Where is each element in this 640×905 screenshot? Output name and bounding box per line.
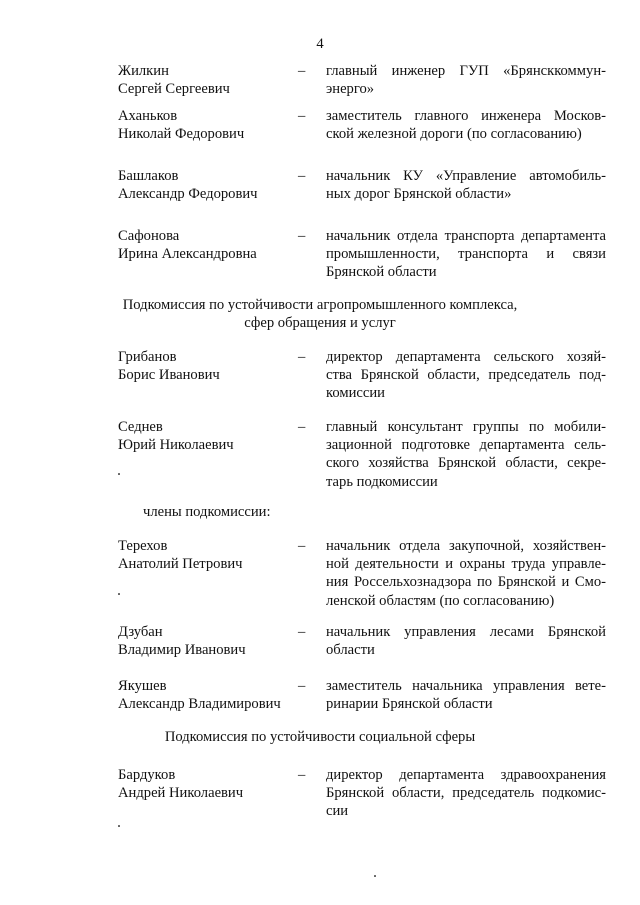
surname: Терехов (118, 538, 168, 554)
member-role (326, 418, 606, 491)
role-line: Брянской области, председатель подкомис- (326, 785, 606, 802)
role-line: главный инженер ГУП «Брянсккоммун- (326, 63, 606, 79)
given-names: Владимир Иванович (118, 642, 246, 659)
role-line: ринарии Брянской области (326, 696, 493, 713)
surname: Грибанов (118, 349, 177, 365)
scan-speck (374, 875, 376, 877)
member-name (118, 677, 293, 713)
role-line: ной деятельности и охраны труда управле- (326, 556, 606, 573)
role-line: области (326, 642, 375, 659)
member-role (326, 537, 606, 610)
role-line: главный консультант группы по мобили- (326, 419, 606, 435)
scan-speck (118, 825, 120, 827)
dash: – (298, 168, 306, 184)
surname: Седнев (118, 419, 163, 435)
member-name (118, 418, 293, 454)
given-names: Борис Иванович (118, 367, 220, 384)
role-line: ства Брянской области, председатель под- (326, 367, 606, 384)
member-name (118, 766, 293, 802)
member-name (118, 227, 293, 263)
member-name (118, 107, 293, 143)
given-names: Анатолий Петрович (118, 556, 243, 573)
surname: Дзубан (118, 624, 163, 640)
role-line: тарь подкомиссии (326, 473, 438, 490)
dash: – (298, 538, 306, 554)
dash: – (298, 228, 306, 244)
surname: Якушев (118, 678, 167, 694)
given-names: Александр Владимирович (118, 696, 281, 713)
scan-speck (118, 593, 120, 595)
subcommission-heading-social (0, 728, 640, 746)
dash: – (298, 63, 306, 79)
role-line: зационной подготовке департамента сель- (326, 437, 606, 454)
dash: – (298, 767, 306, 783)
role-line: комиссии (326, 385, 385, 402)
dash: – (298, 624, 306, 640)
given-names: Юрий Николаевич (118, 437, 234, 454)
role-line: ленской областям (по согласованию) (326, 592, 555, 609)
dash: – (298, 678, 306, 694)
member-role (326, 348, 606, 403)
surname: Жилкин (118, 63, 169, 79)
surname: Сафонова (118, 228, 180, 244)
given-names: Ирина Александровна (118, 246, 257, 263)
role-line: Брянской области (326, 264, 437, 281)
scan-speck (118, 473, 120, 475)
surname: Бардуков (118, 767, 176, 783)
member-name (118, 537, 293, 573)
member-role (326, 677, 606, 713)
member-role (326, 62, 606, 98)
role-line: директор департамента сельского хозяй- (326, 349, 606, 365)
role-line: ской железной дороги (по согласованию) (326, 126, 582, 143)
role-line: ского хозяйства Брянской области, секре- (326, 455, 606, 472)
heading-line: Подкомиссия по устойчивости социальной сферы (164, 729, 476, 745)
member-role (326, 167, 606, 203)
role-line: ных дорог Брянской области» (326, 186, 512, 203)
role-line: начальник отдела закупочной, хозяйствен- (326, 538, 606, 554)
role-line: ния Россельхознадзора по Брянской и Смо- (326, 574, 606, 591)
heading-line: сфер обращения и услуг (244, 315, 396, 332)
role-line: начальник управления лесами Брянской (326, 624, 606, 640)
member-name (118, 348, 293, 384)
page-number: 4 (316, 36, 324, 52)
dash: – (298, 349, 306, 365)
role-line: заместитель начальника управления вете- (326, 678, 606, 694)
member-name (118, 167, 293, 203)
surname: Аханьков (118, 108, 178, 124)
member-name (118, 62, 293, 98)
role-line: директор департамента здравоохранения (326, 767, 606, 783)
role-line: начальник КУ «Управление автомобиль- (326, 168, 606, 184)
members-label: члены подкомиссии: (143, 504, 271, 520)
member-role (326, 766, 606, 821)
member-role (326, 623, 606, 659)
given-names: Андрей Николаевич (118, 785, 244, 802)
member-name (118, 623, 293, 659)
heading-line: Подкомиссия по устойчивости агропромышленного комплекса, (122, 297, 518, 313)
dash: – (298, 419, 306, 435)
member-role (326, 227, 606, 282)
surname: Башлаков (118, 168, 179, 184)
dash: – (298, 108, 306, 124)
role-line: промышленности, транспорта и связи (326, 246, 606, 263)
member-role (326, 107, 606, 143)
role-line: начальник отдела транспорта департамента (326, 228, 606, 244)
role-line: сии (326, 803, 349, 820)
given-names: Александр Федорович (118, 186, 258, 203)
given-names: Сергей Сергеевич (118, 81, 230, 98)
given-names: Николай Федорович (118, 126, 245, 143)
role-line: энерго» (326, 81, 375, 98)
subcommission-heading-agro (0, 296, 640, 332)
role-line: заместитель главного инженера Москов- (326, 108, 606, 124)
